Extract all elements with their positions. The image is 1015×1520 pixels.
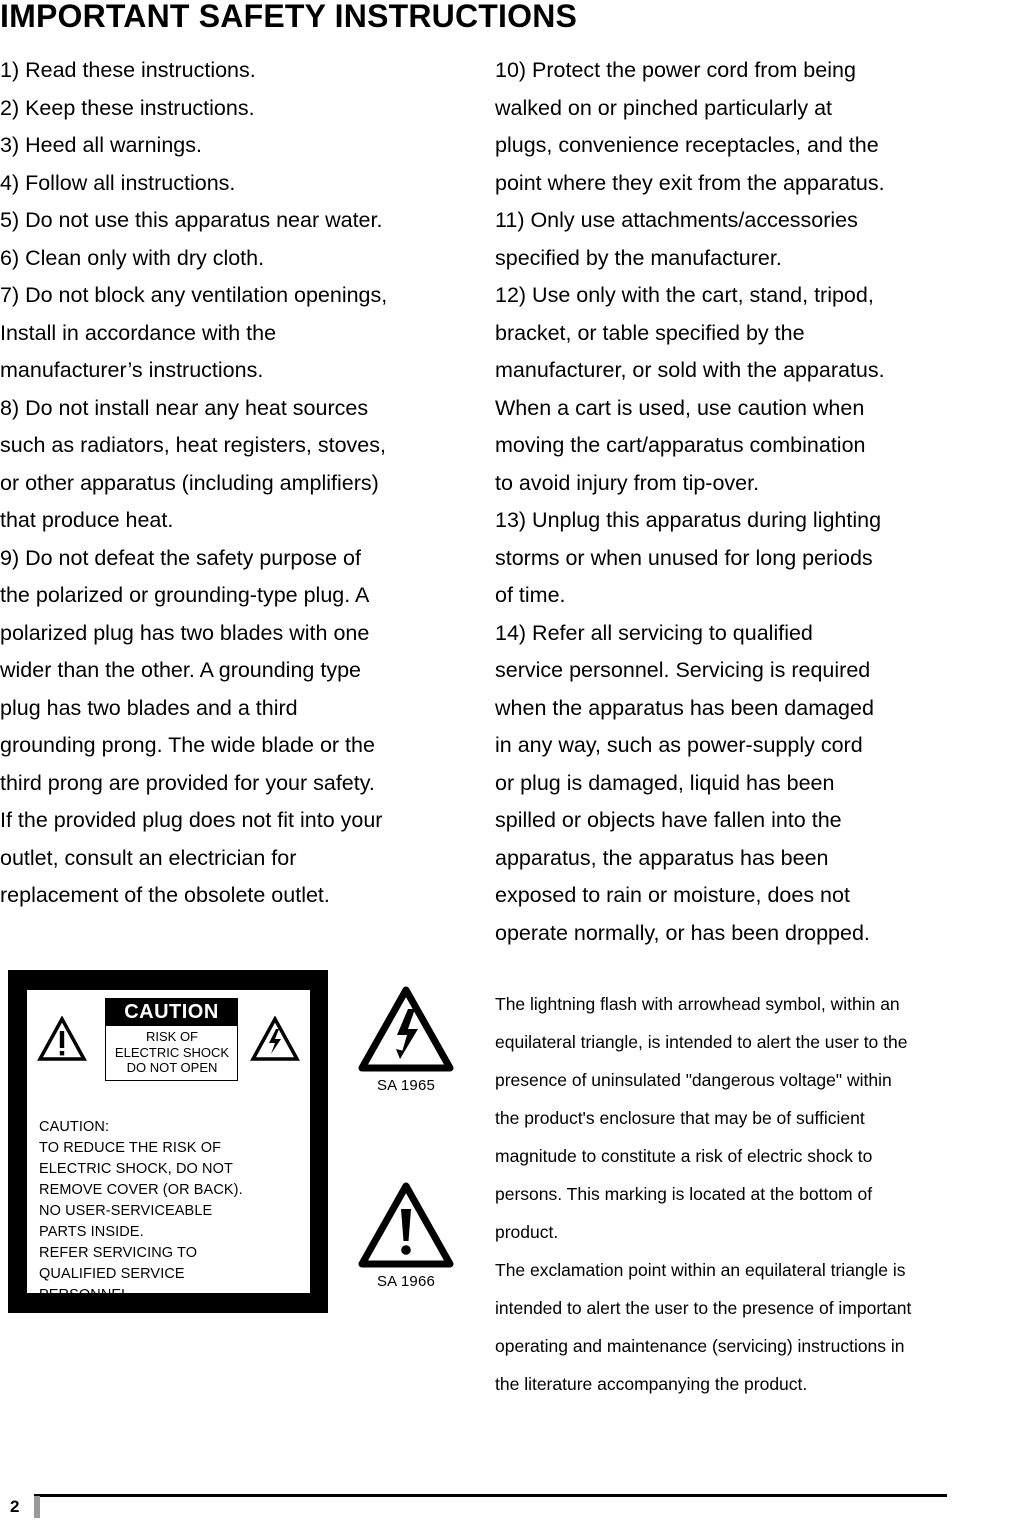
instruction-line: Install in accordance with the xyxy=(0,320,277,345)
instruction-line: 13) Unplug this apparatus during lighting xyxy=(495,508,882,532)
instruction-line: 6) Clean only with dry cloth. xyxy=(0,245,265,270)
note-line: intended to alert the user to the presence of important xyxy=(495,1298,912,1318)
instruction-line: outlet, consult an electrician for xyxy=(0,845,297,870)
caution-label-panel xyxy=(27,990,310,1303)
lightning-symbol-label: SA 1965 xyxy=(376,1077,436,1094)
exclamation-symbol xyxy=(357,1181,455,1290)
caution-body-line: PERSONNEL. xyxy=(39,1287,134,1303)
caution-body-line: PARTS INSIDE. xyxy=(39,1224,144,1240)
instruction-line: apparatus, the apparatus has been xyxy=(495,845,829,870)
caution-body-line: NO USER-SERVICEABLE xyxy=(39,1203,213,1219)
lightning-triangle-icon xyxy=(250,1016,300,1062)
footer-rule xyxy=(34,1494,947,1497)
page-number: 2 xyxy=(10,1497,20,1516)
lightning-flash-icon xyxy=(357,985,455,1073)
instruction-line: 11) Only use attachments/accessories xyxy=(495,208,858,232)
lightning-symbol xyxy=(357,985,455,1094)
caution-sub-line: ELECTRIC SHOCK xyxy=(114,1044,230,1060)
caution-body-line: ELECTRIC SHOCK, DO NOT xyxy=(39,1161,233,1177)
instruction-line: replacement of the obsolete outlet. xyxy=(0,883,330,907)
caution-sub-line: RISK OF xyxy=(145,1029,198,1044)
instruction-line: moving the cart/apparatus combination xyxy=(495,433,866,457)
instruction-line: 4) Follow all instructions. xyxy=(0,170,236,195)
note-line: product. xyxy=(495,1222,559,1242)
caution-subtext xyxy=(109,1029,235,1076)
instruction-line: specified by the manufacturer. xyxy=(495,245,782,270)
caution-body-text xyxy=(39,1117,243,1306)
exclamation-triangle-icon xyxy=(37,1016,87,1062)
instruction-line: that produce heat. xyxy=(0,508,174,532)
instruction-line: bracket, or table specified by the xyxy=(495,320,805,345)
symbol-explanation-text xyxy=(495,985,1015,1403)
instruction-line: 9) Do not defeat the safety purpose of xyxy=(0,545,361,570)
instruction-line: 3) Heed all warnings. xyxy=(0,133,202,157)
note-line: magnitude to constitute a risk of electric shock to xyxy=(495,1146,873,1166)
instruction-line: storms or when unused for long periods xyxy=(495,545,873,570)
caution-label-image xyxy=(8,970,328,1313)
note-line: presence of uninsulated "dangerous voltage" within xyxy=(495,1070,892,1090)
instruction-line: When a cart is used, use caution when xyxy=(495,395,865,420)
instruction-line: 12) Use only with the cart, stand, tripod, xyxy=(495,283,874,307)
caution-body-line: QUALIFIED SERVICE xyxy=(39,1266,185,1282)
instruction-line: or other apparatus (including amplifiers) xyxy=(0,470,379,495)
instruction-line: 1) Read these instructions. xyxy=(0,58,256,82)
caution-sub-line: DO NOT OPEN xyxy=(126,1060,218,1075)
instruction-line: walked on or pinched particularly at xyxy=(495,95,833,120)
instruction-line: when the apparatus has been damaged xyxy=(495,695,874,720)
caution-heading: CAUTION xyxy=(106,999,237,1026)
instruction-line: 7) Do not block any ventilation openings, xyxy=(0,283,388,307)
instruction-line: 14) Refer all servicing to qualified xyxy=(495,620,813,645)
instruction-line: wider than the other. A grounding type xyxy=(0,658,361,682)
instruction-line: polarized plug has two blades with one xyxy=(0,620,370,645)
caution-body-line: REMOVE COVER (OR BACK). xyxy=(39,1182,243,1198)
note-line: operating and maintenance (servicing) instructions in xyxy=(495,1336,905,1356)
instruction-line: 10) Protect the power cord from being xyxy=(495,58,856,82)
caution-body-line: CAUTION: xyxy=(39,1119,110,1135)
instruction-line: third prong are provided for your safety. xyxy=(0,770,375,795)
instruction-line: spilled or objects have fallen into the xyxy=(495,808,842,832)
note-line: equilateral triangle, is intended to alert the user to the xyxy=(495,1032,908,1052)
instruction-line: or plug is damaged, liquid has been xyxy=(495,770,835,795)
note-line: the product's enclosure that may be of sufficient xyxy=(495,1108,865,1128)
note-line: persons. This marking is located at the bottom of xyxy=(495,1184,873,1204)
instruction-line: exposed to rain or moisture, does not xyxy=(495,883,850,907)
instruction-line: manufacturer, or sold with the apparatus. xyxy=(495,358,885,382)
instruction-line: point where they exit from the apparatus. xyxy=(495,170,885,195)
exclamation-symbol-label: SA 1966 xyxy=(376,1273,436,1290)
instruction-line: plug has two blades and a third xyxy=(0,695,298,720)
note-line: The lightning flash with arrowhead symbol, within an xyxy=(495,994,900,1014)
instruction-line: 5) Do not use this apparatus near water. xyxy=(0,208,383,232)
instruction-line: of time. xyxy=(495,583,566,607)
caution-body-line: TO REDUCE THE RISK OF xyxy=(39,1140,222,1156)
instruction-line: 2) Keep these instructions. xyxy=(0,95,255,120)
instruction-line: service personnel. Servicing is required xyxy=(495,658,871,682)
instruction-line: manufacturer’s instructions. xyxy=(0,358,264,382)
instruction-line: operate normally, or has been dropped. xyxy=(495,920,870,945)
caution-body-line: REFER SERVICING TO xyxy=(39,1245,198,1261)
page-title: IMPORTANT SAFETY INSTRUCTIONS xyxy=(0,0,578,34)
caution-header-box xyxy=(105,998,238,1081)
note-line: The exclamation point within an equilateral triangle is xyxy=(495,1260,906,1280)
instruction-line: If the provided plug does not fit into your xyxy=(0,808,383,832)
instruction-line: such as radiators, heat registers, stoves, xyxy=(0,433,386,457)
instructions-left-column xyxy=(0,52,465,915)
instruction-line: the polarized or grounding-type plug. A xyxy=(0,583,370,607)
exclamation-point-icon xyxy=(357,1181,455,1269)
note-line: the literature accompanying the product. xyxy=(495,1374,808,1394)
footer-marker xyxy=(34,1496,40,1518)
instruction-line: grounding prong. The wide blade or the xyxy=(0,733,375,757)
instruction-line: in any way, such as power-supply cord xyxy=(495,733,863,757)
instruction-line: plugs, convenience receptacles, and the xyxy=(495,133,879,157)
instructions-right-column xyxy=(495,52,1010,952)
instruction-line: to avoid injury from tip-over. xyxy=(495,470,760,495)
instruction-line: 8) Do not install near any heat sources xyxy=(0,395,369,420)
